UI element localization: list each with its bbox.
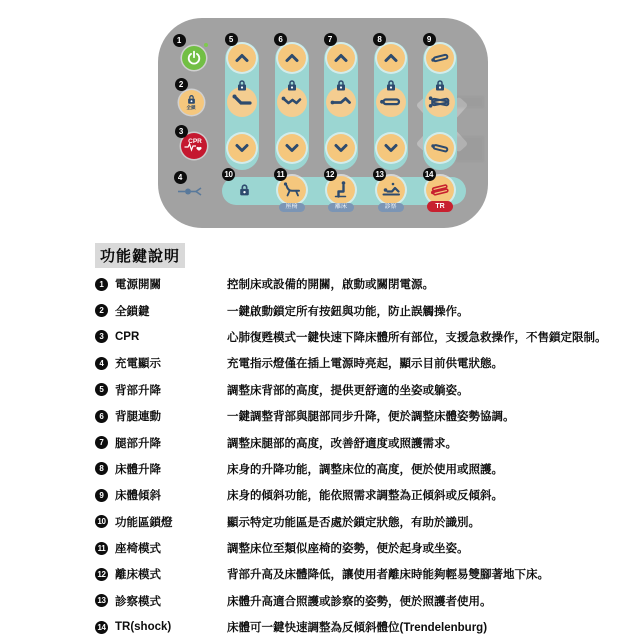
item-label: 充電顯示 — [115, 358, 161, 371]
callout-13: 13 — [373, 168, 386, 181]
callout-1: 1 — [173, 34, 186, 47]
item-label: 床體傾斜 — [115, 490, 161, 503]
item-description: 調整床背部的高度，提供更舒適的坐姿或躺姿。 — [227, 384, 469, 397]
zone-lock-icon — [238, 183, 251, 197]
item-number-badge: 4 — [95, 357, 108, 370]
leg-down-button[interactable] — [327, 134, 355, 162]
chair-mode-label: 座椅 — [279, 203, 305, 212]
bed-leg-icon — [328, 89, 354, 115]
callout-6: 6 — [274, 33, 287, 46]
legend-row-8 — [95, 456, 635, 482]
item-number-badge: 1 — [95, 278, 108, 291]
tilt-section-indicator — [425, 87, 455, 117]
lock-icon — [335, 79, 347, 92]
item-number-badge: 6 — [95, 410, 108, 423]
callout-14: 14 — [423, 168, 436, 181]
legend-row-7 — [95, 429, 635, 455]
bed-tilt-both-icon — [427, 89, 453, 115]
tilt-up-button[interactable] — [426, 44, 454, 72]
chevron-up-icon — [232, 48, 252, 68]
chevron-down-icon — [381, 138, 401, 158]
svg-text:CPR: CPR — [188, 138, 202, 145]
full-lock-label: 全鎖 — [186, 105, 196, 110]
back-section-indicator — [227, 87, 257, 117]
lock-icon — [236, 79, 248, 92]
item-description: 床體升高適合照護或診察的姿勢，便於照護者使用。 — [227, 595, 492, 608]
chair-icon — [281, 179, 303, 201]
item-description: 床身的傾斜功能，能依照需求調整為正傾斜或反傾斜。 — [227, 490, 503, 503]
item-label: 床體升降 — [115, 463, 161, 476]
legend-row-1 — [95, 271, 635, 297]
leg-section-indicator — [326, 87, 356, 117]
charge-indicator-icon — [177, 184, 203, 199]
item-description: 控制床或設備的開關，啟動或關閉電源。 — [227, 279, 434, 292]
legend-row-2 — [95, 297, 635, 323]
exam-mode-label: 診察 — [378, 203, 404, 212]
chevron-up-icon — [381, 48, 401, 68]
leave-bed-mode-label: 離床 — [328, 203, 354, 212]
exam-position-icon — [380, 179, 402, 201]
item-label: 背部升降 — [115, 384, 161, 397]
callout-7: 7 — [324, 33, 337, 46]
leg-up-button[interactable] — [327, 44, 355, 72]
bed-flat-icon — [378, 89, 404, 115]
legend-row-3 — [95, 324, 635, 350]
item-label: TR(shock) — [115, 621, 172, 634]
item-label: 診察模式 — [115, 595, 161, 608]
bed-up-button[interactable] — [377, 44, 405, 72]
item-label: 背腿連動 — [115, 411, 161, 424]
callout-3: 3 — [175, 125, 188, 138]
item-description: 背部升高及床體降低，讓使用者離床時能夠輕易雙腳著地下床。 — [227, 569, 549, 582]
item-number-badge: 14 — [95, 621, 108, 634]
back-up-button[interactable] — [228, 44, 256, 72]
backleg-up-button[interactable] — [278, 44, 306, 72]
bed-tilt-up-icon — [429, 47, 451, 69]
item-description: 調整床位至類似座椅的姿勢，便於起身或坐姿。 — [227, 543, 469, 556]
item-label: 腿部升降 — [115, 437, 161, 450]
legend-row-4 — [95, 350, 635, 376]
lock-icon — [186, 94, 197, 105]
chevron-down-icon — [331, 138, 351, 158]
item-number-badge: 7 — [95, 436, 108, 449]
item-description: 心肺復甦模式一鍵快速下降床體所有部位，支援急救操作，不售鎖定限制。 — [227, 331, 607, 344]
item-label: 功能區鎖燈 — [115, 516, 173, 529]
item-number-badge: 12 — [95, 568, 108, 581]
remote-control — [158, 18, 488, 228]
chevron-down-icon — [282, 138, 302, 158]
backleg-down-button[interactable] — [278, 134, 306, 162]
full-lock-button[interactable] — [179, 90, 204, 115]
trendelenburg-icon — [429, 179, 451, 201]
item-label: CPR — [115, 330, 140, 343]
item-number-badge: 5 — [95, 383, 108, 396]
callout-2: 2 — [175, 78, 188, 91]
legend-row-11 — [95, 535, 635, 561]
legend-row-10 — [95, 509, 635, 535]
tr-mode-label: TR — [427, 201, 453, 212]
legend-row-14 — [95, 614, 635, 640]
item-number-badge: 3 — [95, 330, 108, 343]
power-led — [204, 43, 208, 47]
legend-row-6 — [95, 403, 635, 429]
bed-back-icon — [229, 89, 255, 115]
height-section-indicator — [376, 87, 406, 117]
legend-title: 功能鍵說明 — [95, 243, 185, 268]
callout-5: 5 — [225, 33, 238, 46]
item-description: 調整床腿部的高度，改善舒適度或照護需求。 — [227, 437, 457, 450]
back-down-button[interactable] — [228, 134, 256, 162]
item-label: 離床模式 — [115, 569, 161, 582]
item-number-badge: 10 — [95, 515, 108, 528]
power-icon — [186, 50, 202, 66]
item-number-badge: 9 — [95, 489, 108, 502]
item-label: 座椅模式 — [115, 543, 161, 556]
item-description: 顯示特定功能區是否處於鎖定狀態，有助於識別。 — [227, 516, 480, 529]
item-number-badge: 11 — [95, 542, 108, 555]
bed-wave-icon — [279, 89, 305, 115]
item-description: 充電指示燈僅在插上電源時亮起，顯示目前供電狀態。 — [227, 358, 503, 371]
callout-10: 10 — [222, 168, 235, 181]
lock-icon — [385, 79, 397, 92]
item-number-badge: 8 — [95, 462, 108, 475]
legend-row-12 — [95, 561, 635, 587]
legend-row-13 — [95, 588, 635, 614]
item-description: 一鍵調整背部與腿部同步升降，便於調整床體姿勢協調。 — [227, 411, 515, 424]
item-number-badge: 13 — [95, 594, 108, 607]
lock-icon — [434, 79, 446, 92]
callout-8: 8 — [373, 33, 386, 46]
bed-tilt-down-icon — [429, 137, 451, 159]
item-label: 電源開關 — [115, 279, 161, 292]
item-number-badge: 2 — [95, 304, 108, 317]
chevron-up-icon — [331, 48, 351, 68]
item-label: 全鎖鍵 — [115, 305, 150, 318]
item-description: 床體可一鍵快速調整為反傾斜體位(Trendelenburg) — [227, 622, 488, 635]
lock-icon — [286, 79, 298, 92]
callout-11: 11 — [274, 168, 287, 181]
backleg-section-indicator — [277, 87, 307, 117]
item-description: 一鍵啟動鎖定所有按鈕與功能，防止誤觸操作。 — [227, 305, 469, 318]
item-description: 床身的升降功能，調整床位的高度，便於使用或照護。 — [227, 463, 503, 476]
bed-down-button[interactable] — [377, 134, 405, 162]
chevron-up-icon — [282, 48, 302, 68]
callout-9: 9 — [423, 33, 436, 46]
chevron-down-icon — [232, 138, 252, 158]
function-key-legend — [95, 271, 635, 640]
tilt-down-button[interactable] — [426, 134, 454, 162]
sit-up-icon — [330, 179, 352, 201]
legend-row-5 — [95, 377, 635, 403]
power-button[interactable] — [182, 46, 206, 70]
legend-row-9 — [95, 482, 635, 508]
callout-12: 12 — [324, 168, 337, 181]
callout-4: 4 — [174, 171, 187, 184]
